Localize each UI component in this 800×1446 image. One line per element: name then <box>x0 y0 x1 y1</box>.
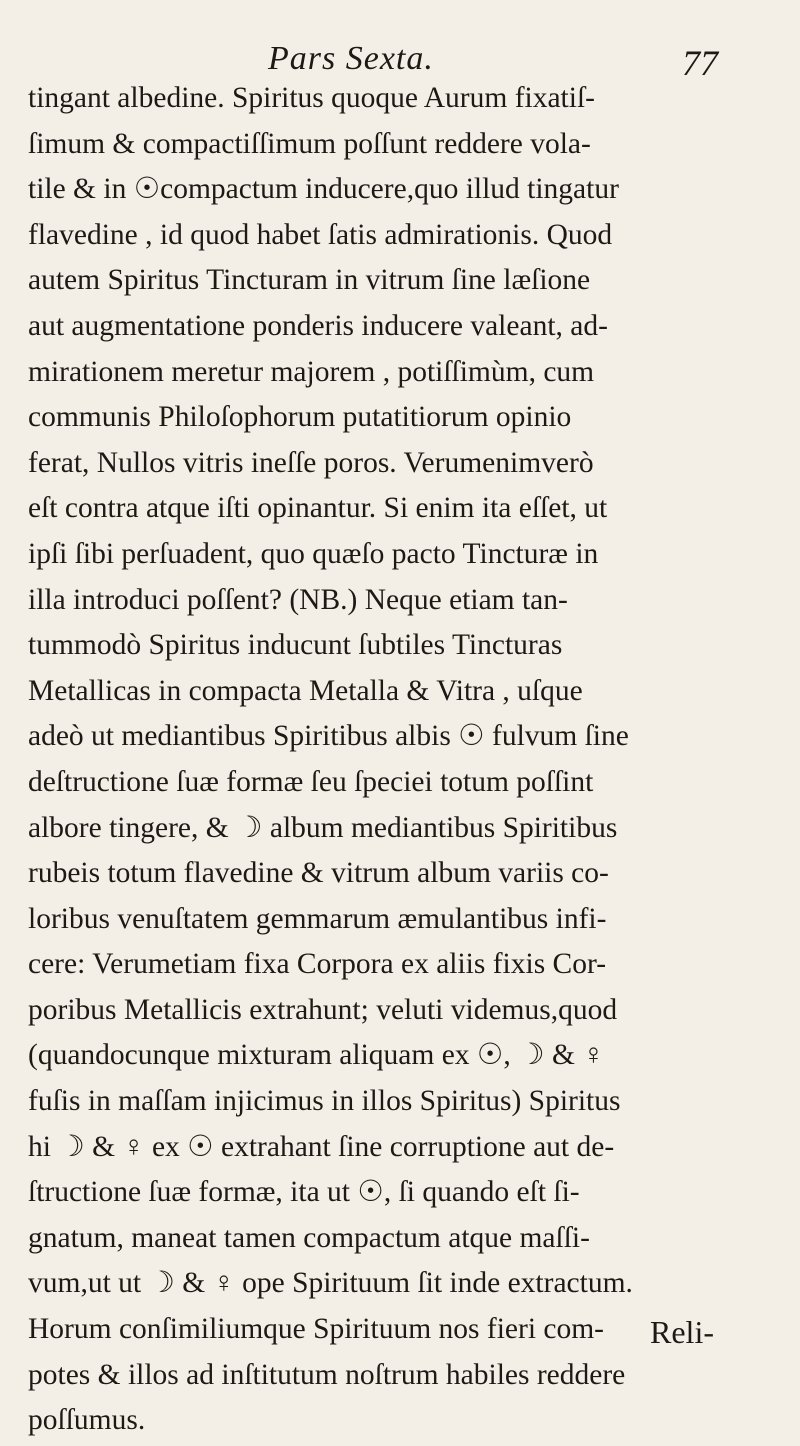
text-line: poribus Metallicis extrahunt; veluti videmus,quod <box>28 993 618 1026</box>
text-line: aut augmentatione ponderis inducere valeant, ad- <box>28 309 608 342</box>
text-line: Metallicas in compacta Metalla & Vitra , uſque <box>28 674 583 707</box>
body-text <box>28 76 780 1444</box>
text-line: flavedine , id quod habet ſatis admirationis. Quod <box>28 218 613 251</box>
text-line: autem Spiritus Tincturam in vitrum ſine læſione <box>28 264 591 297</box>
text-line: fuſis in maſſam injicimus in illos Spiritus) Spiritus <box>28 1085 621 1118</box>
text-line: potes & illos ad inſtitutum noſtrum habiles reddere <box>28 1358 626 1391</box>
text-line: communis Philoſophorum putatitiorum opinio <box>28 401 572 434</box>
text-line: (quandocunque mixturam aliquam ex ☉, ☽ & ♀ <box>28 1039 605 1072</box>
text-line: gnatum, maneat tamen compactum atque maſſi- <box>28 1221 590 1254</box>
text-line: ſimum & compactiſſimum poſſunt reddere vola- <box>28 127 591 160</box>
text-line: cere: Verumetiam fixa Corpora ex aliis fixis Cor- <box>28 948 607 981</box>
page-number: 77 <box>682 43 718 83</box>
text-line: ferat, Nullos vitris ineſſe poros. Verumenimverò <box>28 446 594 479</box>
text-line: loribus venuſtatem gemmarum æmulantibus infi- <box>28 902 607 935</box>
running-head: Pars Sexta. <box>268 40 434 77</box>
text-line: adeò ut mediantibus Spiritibus albis ☉ fulvum ſine <box>28 720 629 753</box>
catchword: Reli- <box>650 1314 714 1350</box>
text-line: eſt contra atque iſti opinantur. Si enim ita eſſet, ut <box>28 492 608 525</box>
text-line: Horum conſimiliumque Spirituum nos fieri com- <box>28 1313 604 1346</box>
text-line: tummodò Spiritus inducunt ſubtiles Tincturas <box>28 629 563 662</box>
text-line: poſſumus. <box>28 1404 146 1437</box>
text-line: tingant albedine. Spiritus quoque Aurum fixatiſ- <box>28 82 595 114</box>
text-line: deſtructione ſuæ formæ ſeu ſpeciei totum poſſint <box>28 765 594 798</box>
text-line: hi ☽ & ♀ ex ☉ extrahant ſine corruptione aut de- <box>28 1130 615 1163</box>
text-line: illa introduci poſſent? (NB.) Neque etiam tan- <box>28 583 568 616</box>
text-line: albore tingere, & ☽ album mediantibus Spiritibus <box>28 811 618 844</box>
text-line: tile & in ☉compactum inducere,quo illud tingatur <box>28 173 619 206</box>
text-line: rubeis totum flavedine & vitrum album variis co- <box>28 857 609 890</box>
text-line: vum,ut ut ☽ & ♀ ope Spirituum ſit inde extractum. <box>28 1267 633 1300</box>
text-line: ſtructione ſuæ formæ, ita ut ☉, ſi quando eſt ſi- <box>28 1176 580 1209</box>
text-line: ipſi ſibi perſuadent, quo quæſo pacto Tincturæ in <box>28 537 599 570</box>
text-line: mirationem meretur majorem , potiſſimùm, cum <box>28 355 595 388</box>
